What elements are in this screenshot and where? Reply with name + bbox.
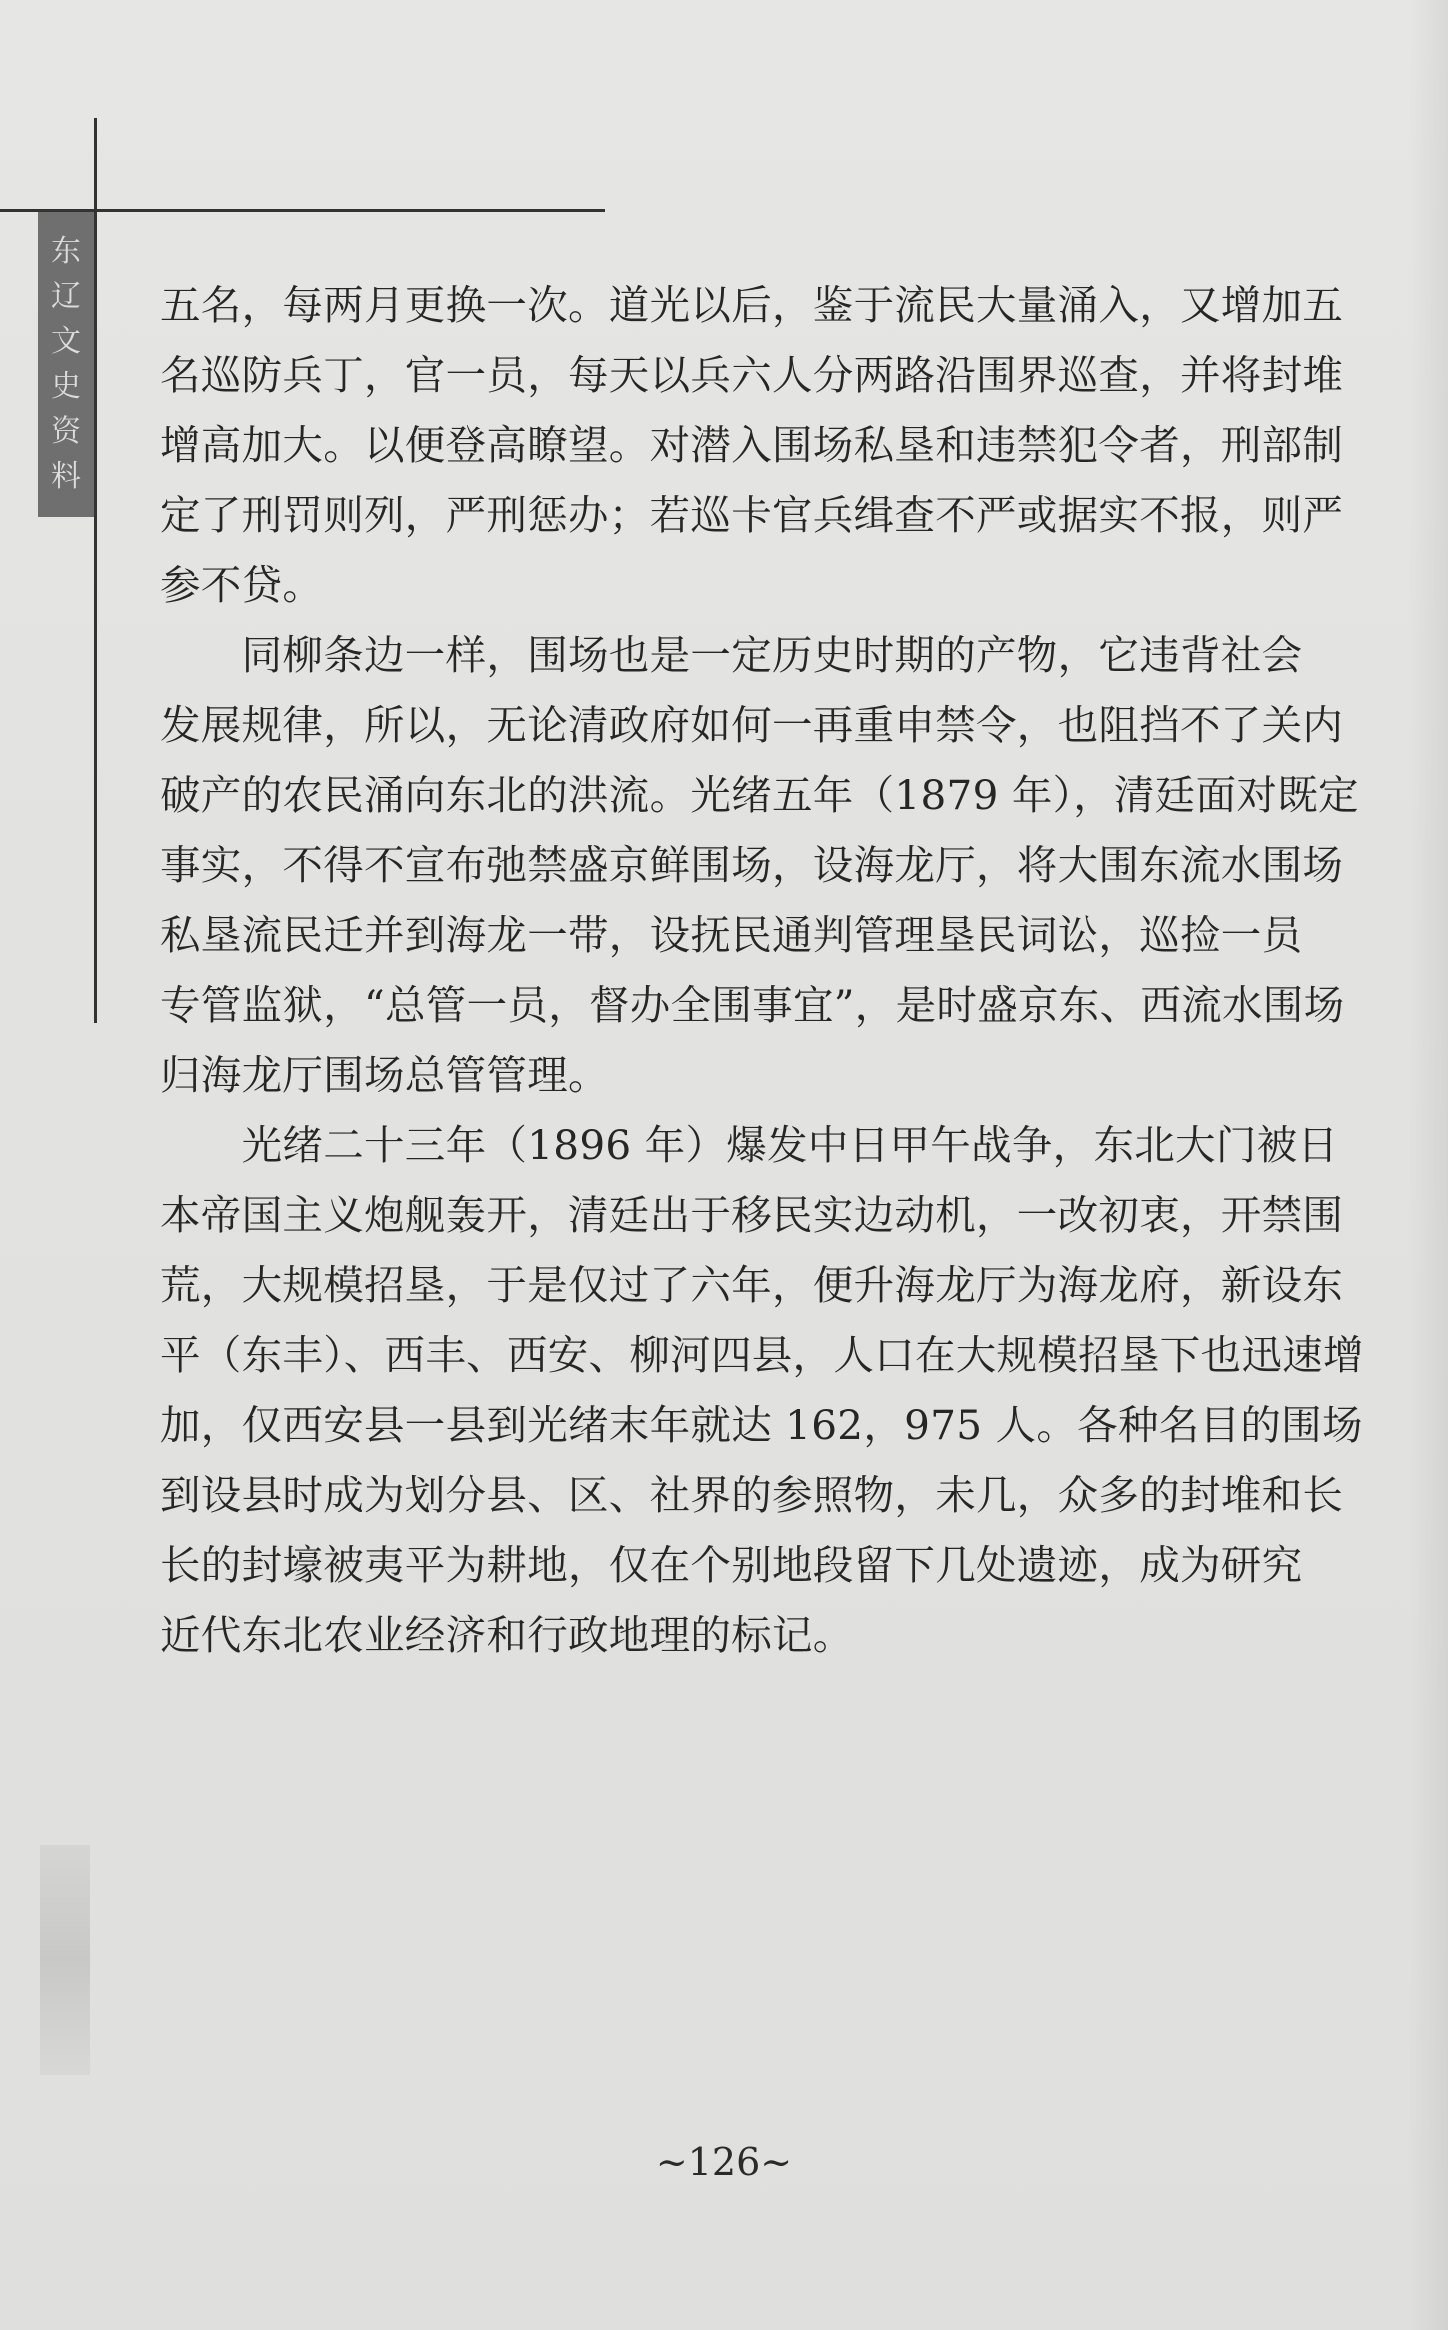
text-line: 到设县时成为划分县、区、社界的参照物，未几，众多的封堆和长 (160, 1471, 1344, 1519)
text-line: 定了刑罚则列，严刑惩办；若巡卡官兵缉查不严或据实不报，则严 (160, 491, 1344, 539)
series-title-char: 文 (51, 324, 81, 359)
series-title-char: 史 (51, 369, 81, 404)
text-line: 平（东丰）、西丰、西安、柳河四县，人口在大规模招垦下也迅速增 (160, 1331, 1364, 1379)
text-line: 五名，每两月更换一次。道光以后，鉴于流民大量涌入，又增加五 (160, 281, 1344, 329)
text-line: 专管监狱，“总管一员，督办全围事宜”，是时盛京东、西流水围场 (160, 981, 1345, 1029)
text-line: 长的封壕被夷平为耕地，仅在个别地段留下几处遗迹，成为研究 (160, 1541, 1303, 1589)
series-title-char: 资 (51, 414, 81, 449)
series-title-char: 辽 (51, 279, 81, 314)
text-line: 本帝国主义炮舰轰开，清廷出于移民实边动机，一改初衷，开禁围 (160, 1191, 1344, 1239)
body-text (160, 270, 1365, 1670)
text-line: 同柳条边一样，围场也是一定历史时期的产物，它违背社会 (160, 631, 1303, 679)
margin-shading (40, 1845, 90, 2075)
text-line: 发展规律，所以，无论清政府如何一再重申禁令，也阻挡不了关内 (160, 701, 1344, 749)
text-line: 事实，不得不宣布弛禁盛京鲜围场，设海龙厅，将大围东流水围场 (160, 841, 1344, 889)
series-title-tab (38, 212, 94, 517)
text-line: 荒，大规模招垦，于是仅过了六年，便升海龙厅为海龙府，新设东 (160, 1261, 1344, 1309)
text-line: 破产的农民涌向东北的洪流。光绪五年（1879 年），清廷面对既定 (160, 771, 1359, 819)
text-line: 私垦流民迁并到海龙一带，设抚民通判管理垦民词讼，巡捡一员 (160, 911, 1303, 959)
series-title-char: 东 (51, 234, 81, 269)
text-line: 加，仅西安县一县到光绪末年就达 162，975 人。各种名目的围场 (160, 1401, 1363, 1449)
series-title-char: 料 (51, 459, 81, 494)
page-number: ~126~ (655, 2140, 793, 2184)
text-line: 归海龙厅围场总管管理。 (160, 1051, 609, 1099)
text-line: 增高加大。以便登高瞭望。对潜入围场私垦和违禁犯令者，刑部制 (160, 421, 1344, 469)
text-line: 名巡防兵丁，官一员，每天以兵六人分两路沿围界巡查，并将封堆 (160, 351, 1344, 399)
margin-vertical-rule (94, 118, 97, 1023)
text-line: 近代东北农业经济和行政地理的标记。 (160, 1611, 854, 1659)
text-line: 光绪二十三年（1896 年）爆发中日甲午战争，东北大门被日 (160, 1121, 1339, 1169)
text-line: 参不贷。 (160, 561, 324, 609)
